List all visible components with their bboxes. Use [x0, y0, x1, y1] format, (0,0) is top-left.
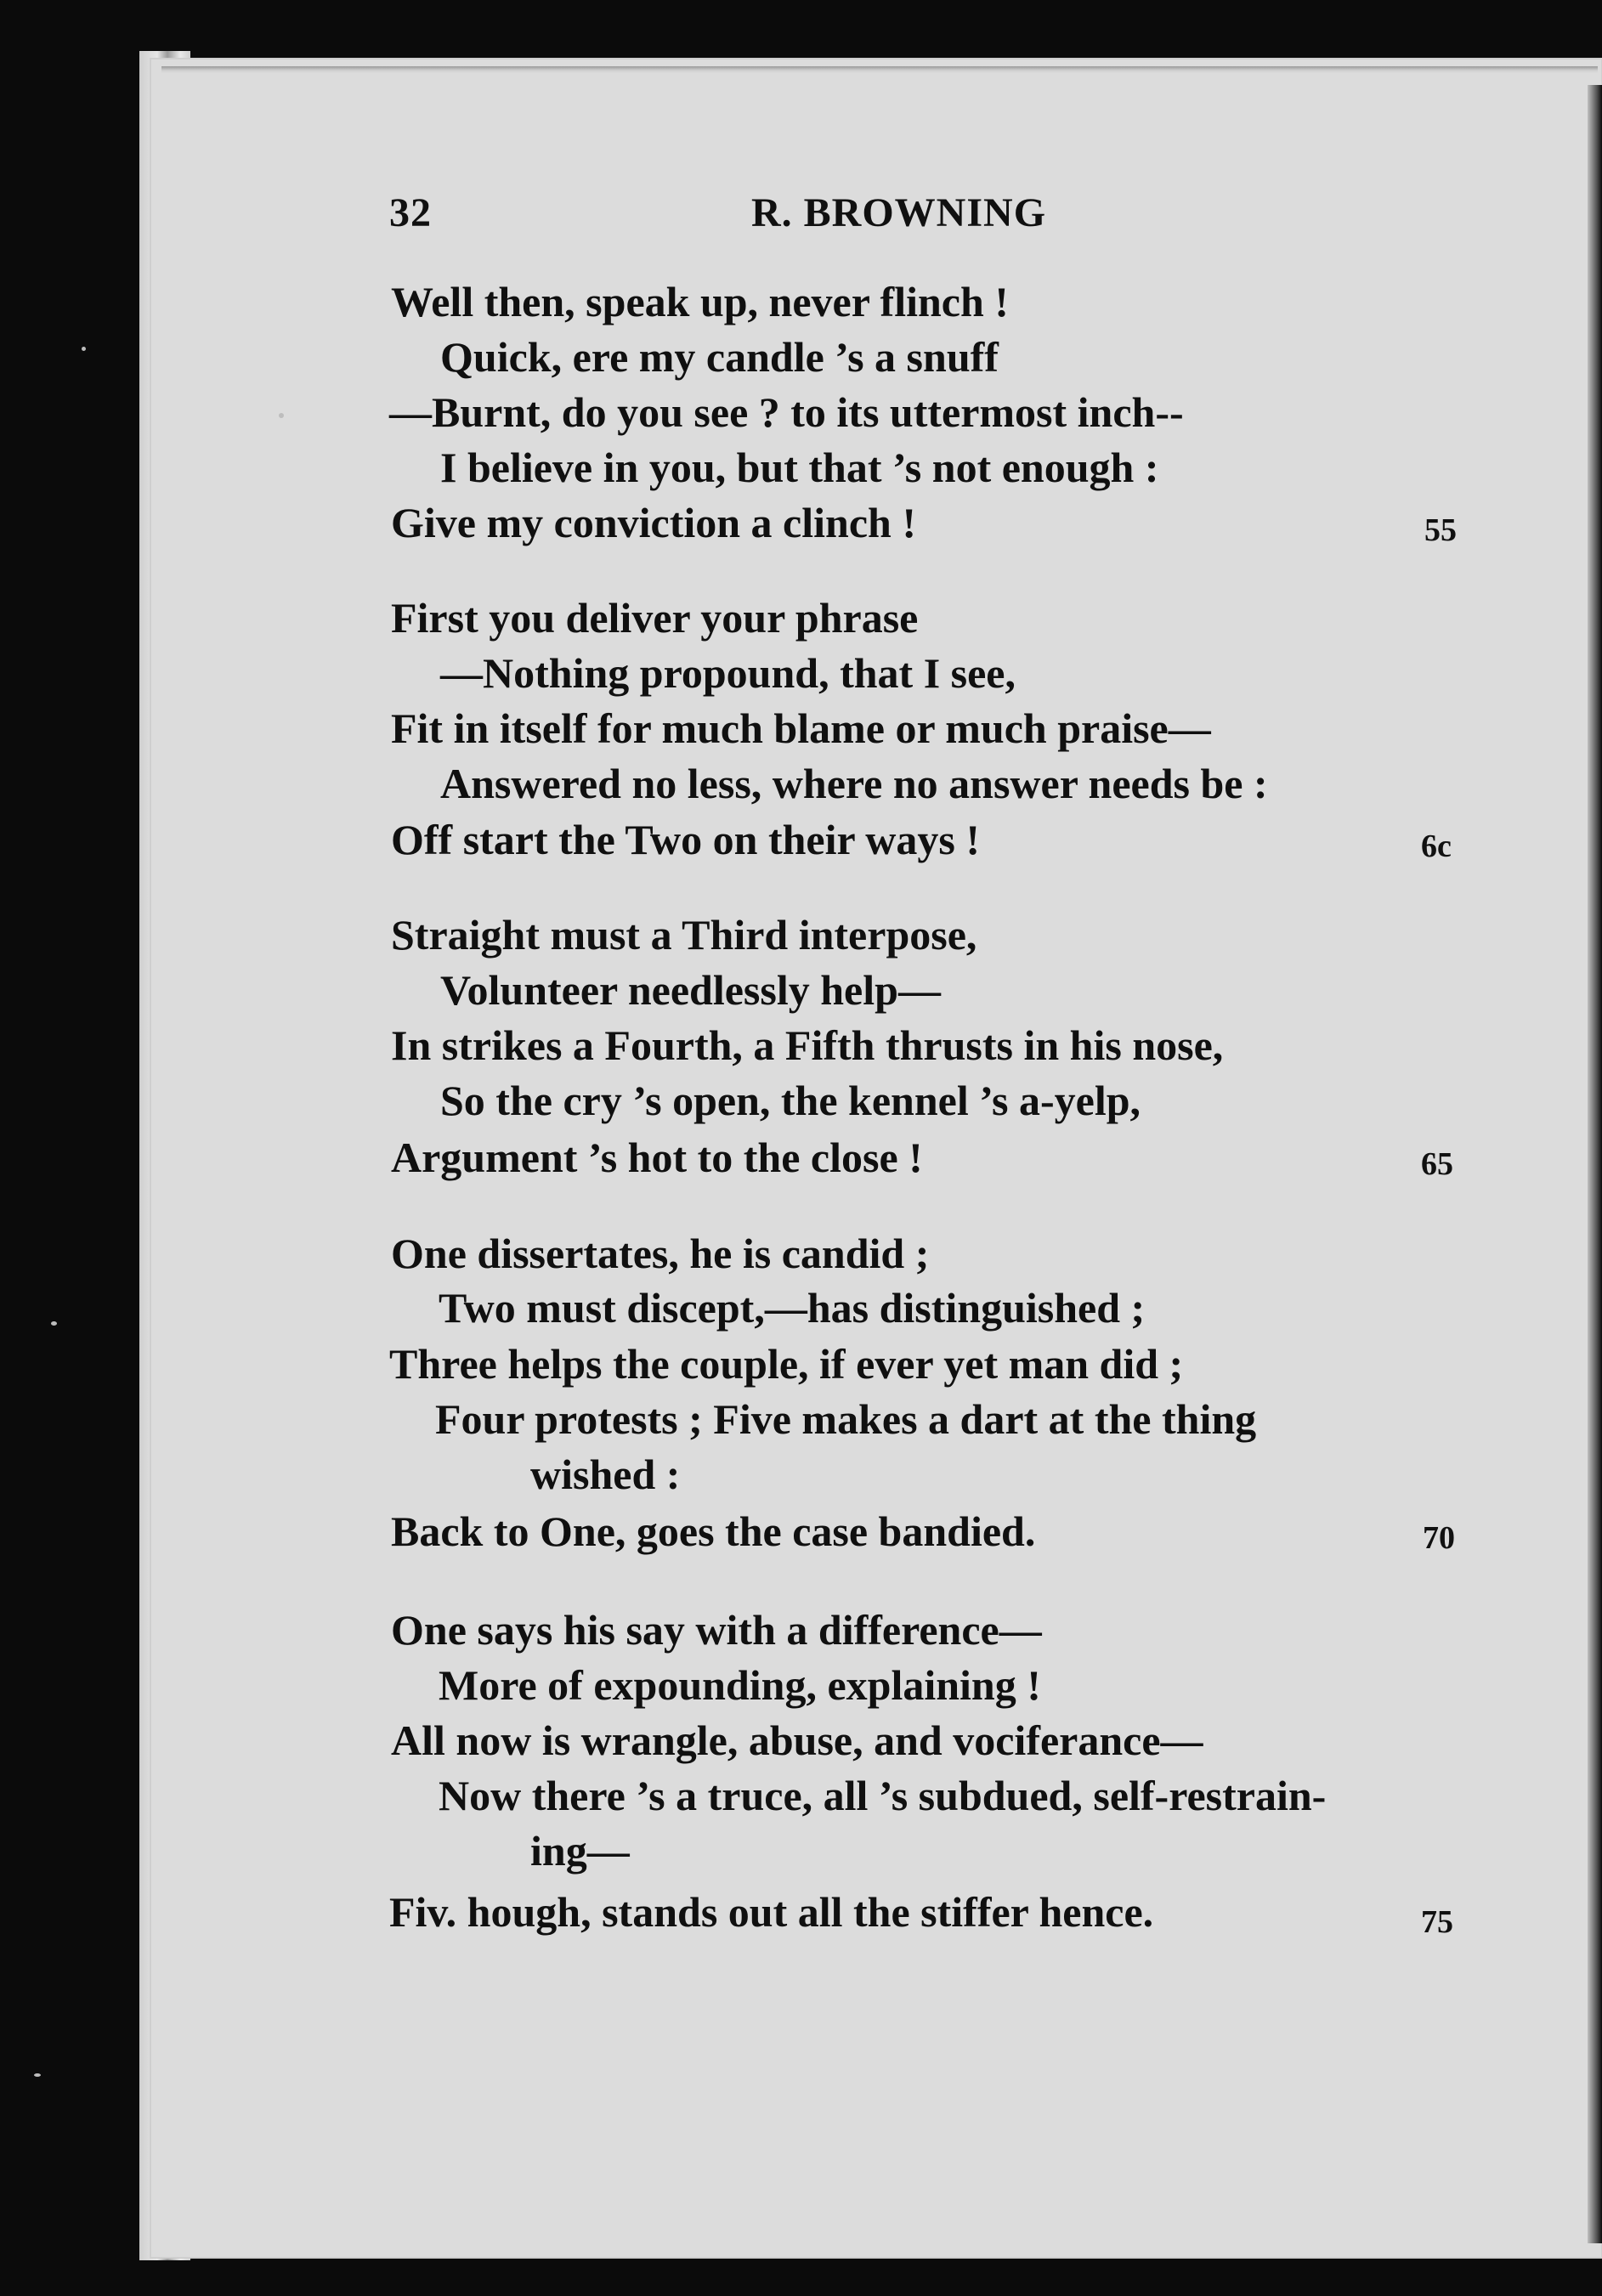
- poem-line: Quick, ere my candle ’s a snuff: [440, 333, 999, 381]
- line-number: 6c: [1421, 828, 1452, 864]
- poem-line: In strikes a Fourth, a Fifth thrusts in his nose,: [391, 1021, 1224, 1069]
- poem-line: Answered no less, where no answer needs be :: [440, 760, 1268, 807]
- line-number: 55: [1424, 512, 1457, 548]
- poem-line: —Nothing propound, that I see,: [440, 649, 1016, 697]
- scan-speck: [279, 413, 284, 418]
- poem-line: More of expounding, explaining !: [439, 1661, 1041, 1709]
- poem-line: ing—: [530, 1827, 630, 1875]
- line-number: 75: [1421, 1904, 1453, 1940]
- poem-line: wished :: [530, 1451, 681, 1498]
- poem-line: One says his say with a difference—: [391, 1606, 1042, 1654]
- poem-line: Three helps the couple, if ever yet man did ;: [389, 1340, 1184, 1388]
- poem-line: Off start the Two on their ways !: [391, 816, 980, 863]
- poem-line: Now there ’s a truce, all ’s subdued, self-restrain-: [439, 1772, 1327, 1819]
- poem-line: Fiv. hough, stands out all the stiffer hence.: [389, 1888, 1154, 1936]
- poem-line: —Burnt, do you see ? to its uttermost inch--: [389, 388, 1184, 436]
- page-right-edge: [1588, 85, 1602, 2243]
- poem-line: Argument ’s hot to the close !: [391, 1134, 923, 1181]
- poem-line: So the cry ’s open, the kennel ’s a-yelp,: [440, 1077, 1141, 1124]
- poem-line: Two must discept,—has distinguished ;: [439, 1284, 1146, 1332]
- scan-speck: [51, 1321, 57, 1326]
- poem-line: I believe in you, but that ’s not enough :: [440, 444, 1159, 491]
- poem-line: Well then, speak up, never flinch !: [391, 278, 1009, 325]
- poem-line: All now is wrangle, abuse, and vociferance—: [391, 1716, 1203, 1764]
- page-number: 32: [389, 190, 432, 235]
- poem-line: First you deliver your phrase: [391, 594, 919, 642]
- scan-speck: [82, 347, 86, 351]
- poem-line: Four protests ; Five makes a dart at the thing: [435, 1395, 1257, 1443]
- poem-line: Back to One, goes the case bandied.: [391, 1507, 1036, 1555]
- poem-line: Give my conviction a clinch !: [391, 499, 916, 546]
- poem-line: Volunteer needlessly help—: [440, 966, 941, 1014]
- scan-speck: [34, 2073, 41, 2077]
- poem-line: Straight must a Third interpose,: [391, 911, 977, 959]
- poem-line: One dissertates, he is candid ;: [391, 1230, 930, 1277]
- poem-line: Fit in itself for much blame or much praise—: [391, 704, 1211, 752]
- line-number: 70: [1423, 1520, 1455, 1556]
- line-number: 65: [1421, 1146, 1453, 1182]
- running-title: R. BROWNING: [751, 190, 1047, 235]
- page-top-border: [161, 66, 1598, 73]
